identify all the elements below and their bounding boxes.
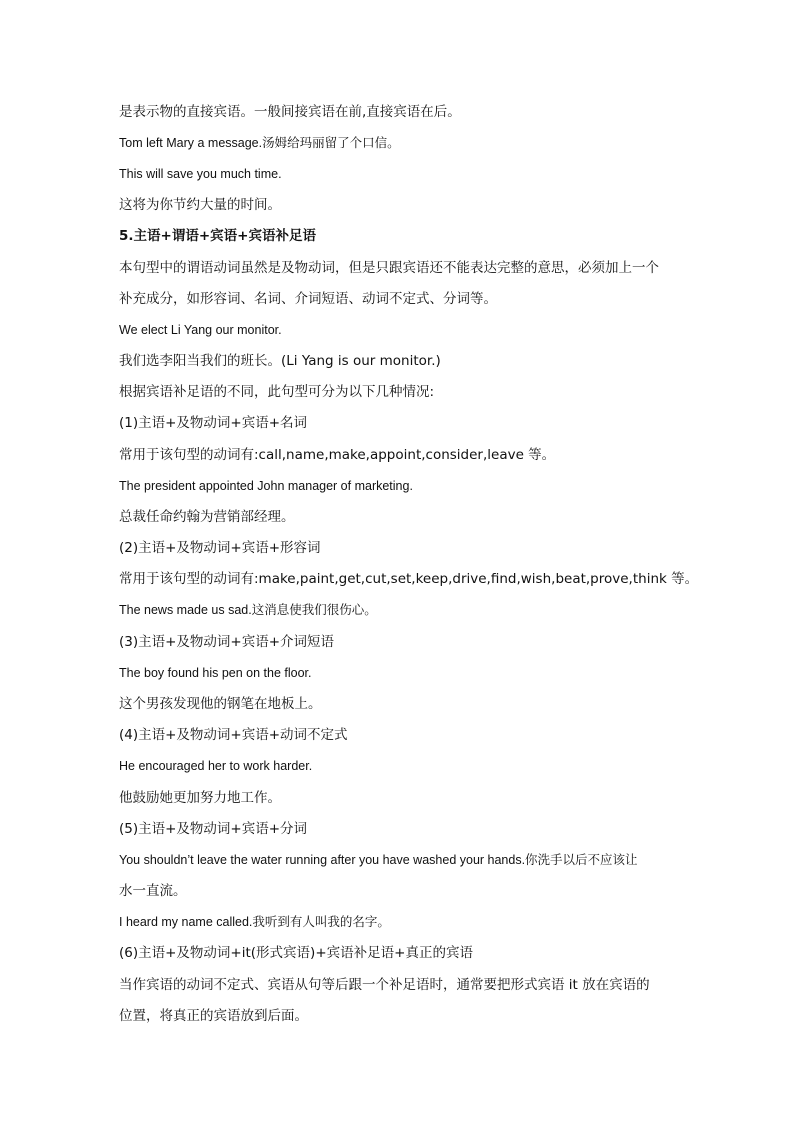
- subsection-heading: (5)主语+及物动词+宾语+分词: [119, 821, 308, 837]
- example-sentence: The news made us sad.这消息使我们很伤心。: [119, 603, 377, 617]
- text-line: 本句型中的谓语动词虽然是及物动词，但是只跟宾语还不能表达完整的意思，必须加上一个: [119, 260, 659, 276]
- translation-line: 我们选李阳当我们的班长。(Li Yang is our monitor.): [119, 353, 441, 369]
- translation-line: 水一直流。: [119, 883, 187, 899]
- translation-line: 这将为你节约大量的时间。: [119, 197, 281, 213]
- text-line: 位置，将真正的宾语放到后面。: [119, 1008, 308, 1024]
- subsection-heading: (6)主语+及物动词+it(形式宾语)+宾语补足语+真正的宾语: [119, 945, 473, 961]
- text-line: 根据宾语补足语的不同，此句型可分为以下几种情况:: [119, 384, 435, 400]
- text-line: 常用于该句型的动词有:call,name,make,appoint,consider,leave 等。: [119, 447, 556, 463]
- section-heading: 5.主语+谓语+宾语+宾语补足语: [119, 228, 316, 244]
- translation-line: 这个男孩发现他的钢笔在地板上。: [119, 696, 322, 712]
- subsection-heading: (4)主语+及物动词+宾语+动词不定式: [119, 727, 348, 743]
- example-sentence: He encouraged her to work harder.: [119, 759, 313, 773]
- text-line: 是表示物的直接宾语。一般间接宾语在前,直接宾语在后。: [119, 104, 461, 120]
- example-sentence: I heard my name called.我听到有人叫我的名字。: [119, 915, 390, 929]
- example-sentence: The boy found his pen on the floor.: [119, 666, 312, 680]
- example-sentence: This will save you much time.: [119, 167, 282, 181]
- subsection-heading: (2)主语+及物动词+宾语+形容词: [119, 540, 321, 556]
- subsection-heading: (1)主语+及物动词+宾语+名词: [119, 415, 308, 431]
- translation-line: 总裁任命约翰为营销部经理。: [119, 509, 295, 525]
- example-sentence: The president appointed John manager of marketing.: [119, 479, 413, 493]
- text-line: 常用于该句型的动词有:make,paint,get,cut,set,keep,drive,find,wish,beat,prove,think 等。: [119, 571, 699, 587]
- example-sentence: Tom left Mary a message.汤姆给玛丽留了个口信。: [119, 136, 400, 150]
- translation-line: 他鼓励她更加努力地工作。: [119, 790, 281, 806]
- example-sentence: You shouldn’t leave the water running after you have washed your hands.你洗手以后不应该让: [119, 853, 638, 867]
- subsection-heading: (3)主语+及物动词+宾语+介词短语: [119, 634, 335, 650]
- text-line: 当作宾语的动词不定式、宾语从句等后跟一个补足语时，通常要把形式宾语 it 放在宾语的: [119, 977, 650, 993]
- text-line: 补充成分，如形容词、名词、介词短语、动词不定式、分词等。: [119, 291, 497, 307]
- example-sentence: We elect Li Yang our monitor.: [119, 323, 282, 337]
